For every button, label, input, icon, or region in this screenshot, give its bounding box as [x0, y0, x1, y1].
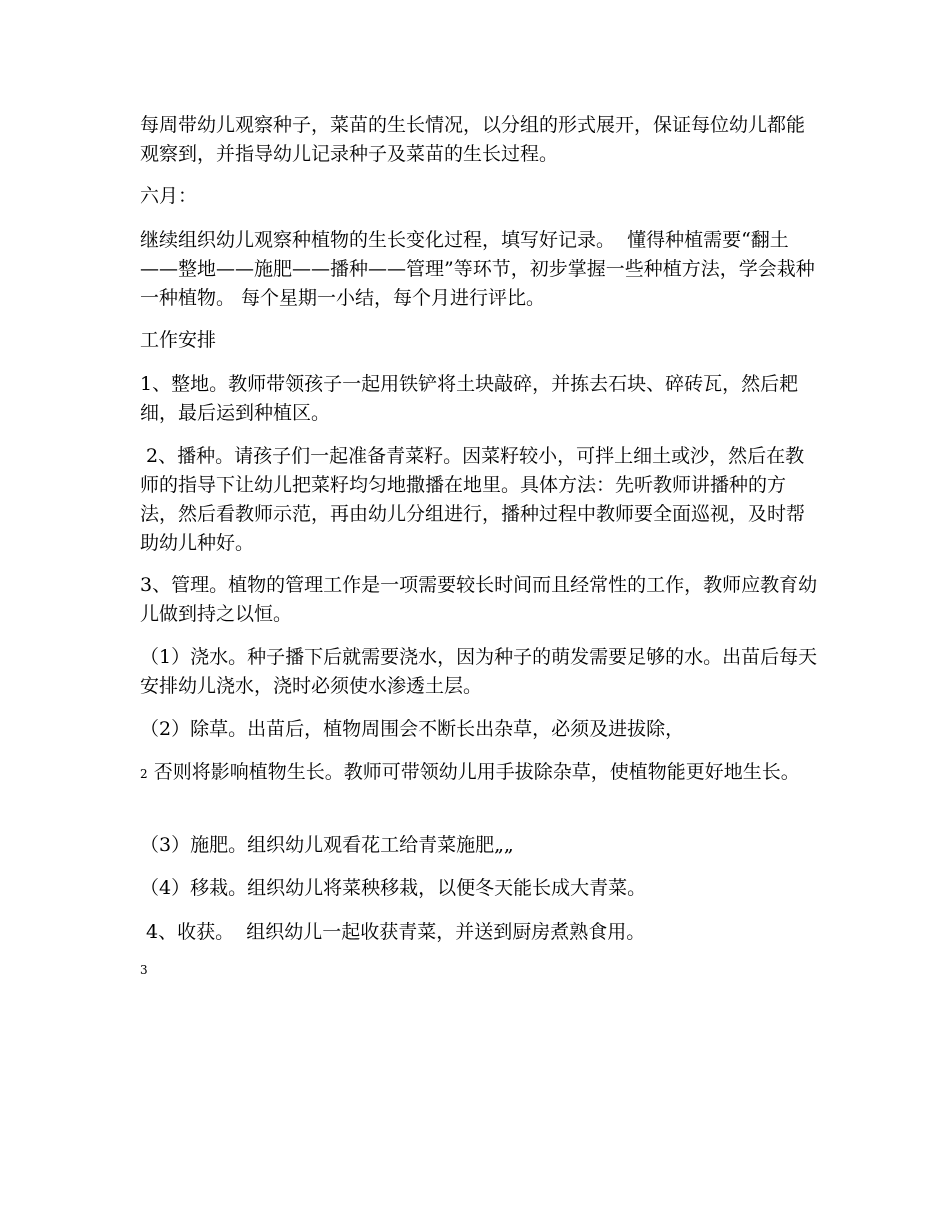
paragraph-weeding-continued	[140, 758, 820, 789]
page-marker-inline: 2	[140, 767, 148, 781]
paragraph-watering: （1）浇水。种子播下后就需要浇水，因为种子的萌发需要足够的水。出苗后每天安排幼儿浇水，浇时必须使水渗透土层。	[140, 646, 818, 697]
paragraph-june-content: 继续组织幼儿观察种植物的生长变化过程，填写好记录。 懂得种植需要“翻土——整地——施肥——播种——管理”等环节，初步掌握一些种植方法，学会栽种一种植物。 每个星期一小结，每个月进行评比。	[140, 229, 815, 309]
paragraph-step-3-management: 3、管理。植物的管理工作是一项需要较长时间而且经常性的工作，教师应教育幼儿做到持之以恒。	[140, 574, 818, 625]
paragraph-transplanting: （4）移栽。组织幼儿将菜秧移栽，以便冬天能长成大青菜。	[140, 877, 647, 899]
paragraph-weeding-continued-text: 否则将影响植物生长。教师可带领幼儿用手拔除杂草，使植物能更好地生长。	[153, 761, 800, 783]
paragraph-observe-weekly: 每周带幼儿观察种子，菜苗的生长情况，以分组的形式展开，保证每位幼儿都能观察到，并指导幼儿记录种子及菜苗的生长过程。	[140, 114, 806, 165]
paragraph-weeding: （2）除草。出苗后，植物周围会不断长出杂草，必须及进拔除，	[140, 718, 685, 740]
paragraph-step-2-sowing: 2、播种。请孩子们一起准备青菜籽。因菜籽较小，可拌上细土或沙，然后在教师的指导下让幼儿把菜籽均匀地撒播在地里。具体方法：先听教师讲播种的方法，然后看教师示范，再由幼儿分组进行，播种过程中教师要全面巡视，及时帮助幼儿种好。	[140, 445, 806, 554]
paragraph-step-4-harvest: 4、收获。 组织幼儿一起收获青菜，并送到厨房煮熟食用。	[140, 921, 646, 943]
paragraph-june-heading: 六月：	[140, 185, 198, 207]
page-marker-bottom: 3	[140, 963, 148, 977]
paragraph-step-1-leveling: 1、整地。教师带领孩子一起用铁铲将土块敲碎，并拣去石块、碎砖瓦，然后耙细，最后运到种植区。	[140, 373, 799, 424]
paragraph-fertilizing: （3）施肥。组织幼儿观看花工给青菜施肥„„	[140, 834, 514, 856]
section-heading-work-arrangement: 工作安排	[140, 329, 217, 351]
